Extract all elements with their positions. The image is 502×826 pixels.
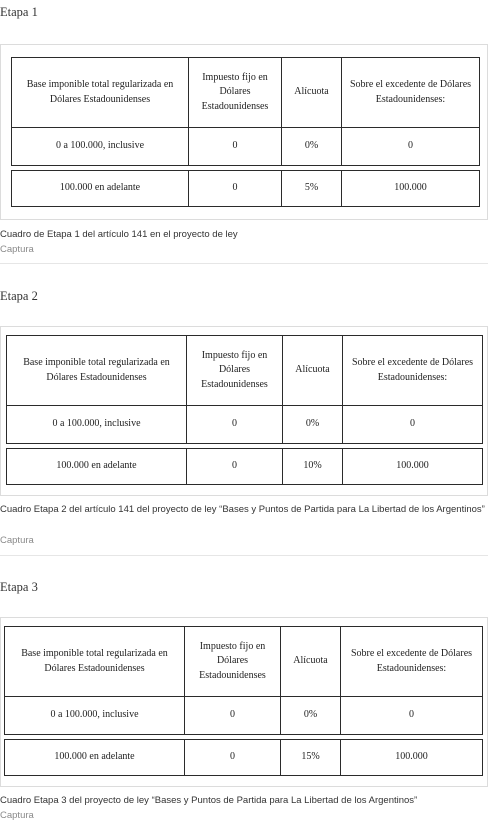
stage-1-caption: Cuadro de Etapa 1 del artículo 141 en el proyecto de ley <box>0 229 238 240</box>
table-header-row <box>5 627 483 697</box>
cell-excedente: 100.000 <box>342 171 480 207</box>
cell-alicuota: 0% <box>283 406 343 444</box>
table-header-row <box>7 336 483 406</box>
cell-alicuota: 5% <box>282 171 342 207</box>
stage-1-table-image <box>0 44 488 220</box>
cell-excedente: 0 <box>342 128 480 166</box>
cell-impuesto: 0 <box>185 740 281 776</box>
stage-1-section <box>0 0 502 270</box>
stage-1-title: Etapa 1 <box>0 5 38 19</box>
table-header-row <box>12 58 480 128</box>
header-excedente: Sobre el excedente de Dólares Estadounidenses: <box>341 627 483 697</box>
cell-base: 0 a 100.000, inclusive <box>7 406 187 444</box>
header-impuesto-fijo: Impuesto fijo en Dólares Estadounidenses <box>187 336 283 406</box>
table-row <box>7 406 483 444</box>
header-excedente: Sobre el excedente de Dólares Estadounidenses: <box>343 336 483 406</box>
header-alicuota: Alícuota <box>283 336 343 406</box>
cell-alicuota: 0% <box>281 697 341 735</box>
cell-base: 0 a 100.000, inclusive <box>5 697 185 735</box>
cell-excedente: 0 <box>343 406 483 444</box>
cell-excedente: 100.000 <box>341 740 483 776</box>
stage-2-tax-table <box>6 335 483 485</box>
stage-3-credit: Captura <box>0 810 34 821</box>
cell-excedente: 100.000 <box>343 449 483 485</box>
header-alicuota: Alícuota <box>282 58 342 128</box>
cell-impuesto: 0 <box>187 406 283 444</box>
cell-alicuota: 10% <box>283 449 343 485</box>
header-impuesto-fijo: Impuesto fijo en Dólares Estadounidenses <box>189 58 282 128</box>
cell-impuesto: 0 <box>189 171 282 207</box>
cell-impuesto: 0 <box>187 449 283 485</box>
stage-2-caption: Cuadro Etapa 2 del artículo 141 del proyecto de ley “Bases y Puntos de Partida para La Libertad de los Argentinos” <box>0 504 485 515</box>
table-row <box>5 697 483 735</box>
stage-3-section <box>0 575 502 826</box>
section-divider <box>0 263 488 264</box>
cell-alicuota: 0% <box>282 128 342 166</box>
cell-base: 100.000 en adelante <box>12 171 189 207</box>
cell-base: 100.000 en adelante <box>5 740 185 776</box>
header-impuesto-fijo: Impuesto fijo en Dólares Estadounidenses <box>185 627 281 697</box>
cell-base: 100.000 en adelante <box>7 449 187 485</box>
header-excedente: Sobre el excedente de Dólares Estadounidenses: <box>342 58 480 128</box>
header-base-imponible: Base imponible total regularizada en Dólares Estadounidenses <box>7 336 187 406</box>
stage-2-section <box>0 284 502 559</box>
stage-1-credit: Captura <box>0 244 34 255</box>
stage-1-tax-table <box>11 57 480 207</box>
cell-base: 0 a 100.000, inclusive <box>12 128 189 166</box>
table-row <box>7 449 483 485</box>
stage-2-table-image <box>0 326 488 496</box>
stage-3-table-image <box>0 617 488 787</box>
header-base-imponible: Base imponible total regularizada en Dólares Estadounidenses <box>12 58 189 128</box>
stage-2-credit: Captura <box>0 535 34 546</box>
table-row <box>12 128 480 166</box>
header-alicuota: Alícuota <box>281 627 341 697</box>
header-base-imponible: Base imponible total regularizada en Dólares Estadounidenses <box>5 627 185 697</box>
cell-alicuota: 15% <box>281 740 341 776</box>
cell-excedente: 0 <box>341 697 483 735</box>
cell-impuesto: 0 <box>189 128 282 166</box>
stage-3-title: Etapa 3 <box>0 580 38 594</box>
table-row <box>12 171 480 207</box>
table-row <box>5 740 483 776</box>
stage-3-tax-table <box>4 626 483 776</box>
stage-2-title: Etapa 2 <box>0 289 38 303</box>
cell-impuesto: 0 <box>185 697 281 735</box>
section-divider <box>0 555 488 556</box>
stage-3-caption: Cuadro Etapa 3 del proyecto de ley “Bases y Puntos de Partida para La Libertad de los Argentinos” <box>0 795 418 806</box>
